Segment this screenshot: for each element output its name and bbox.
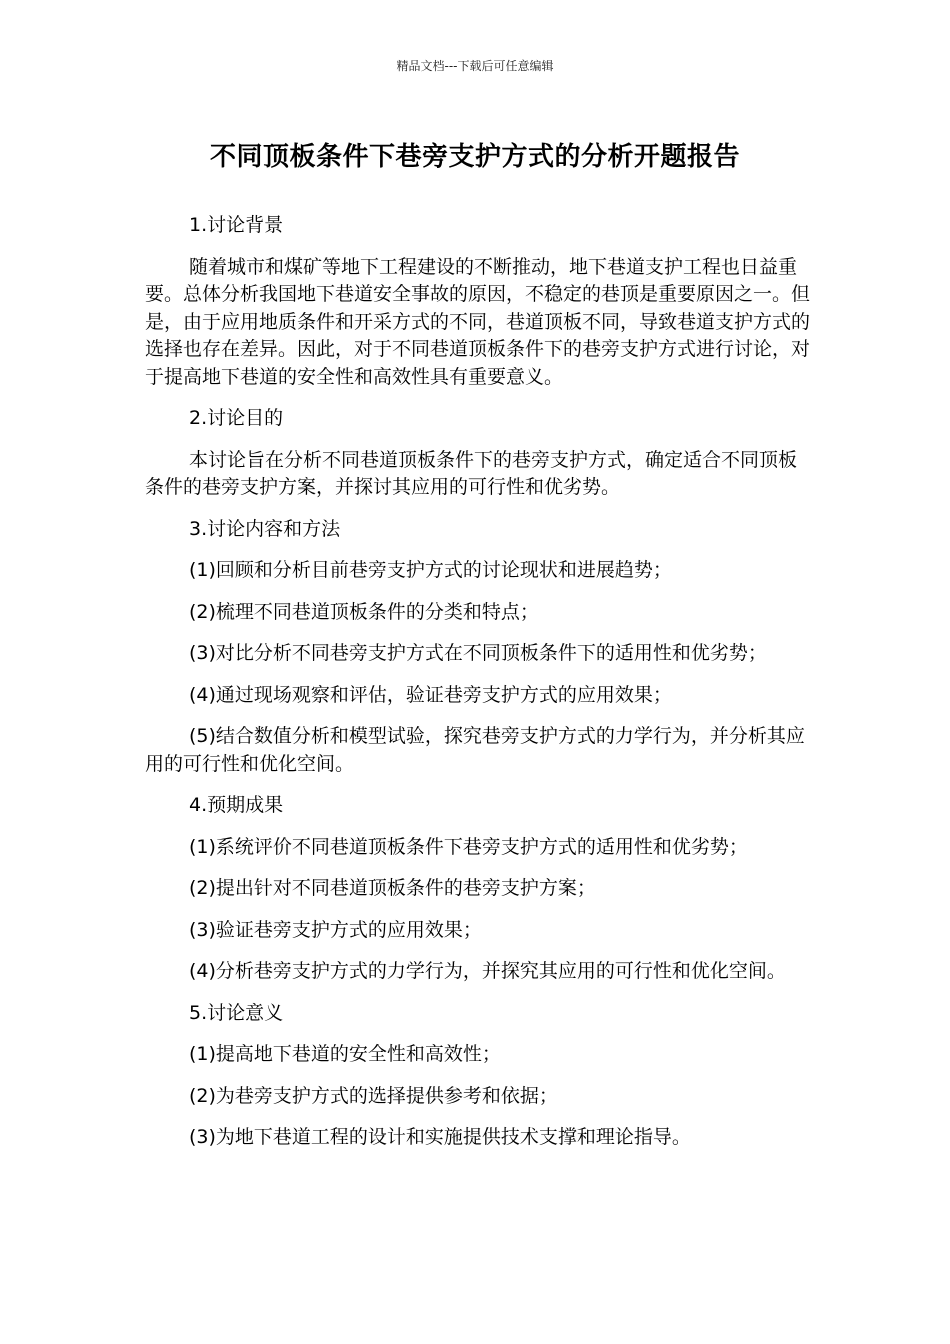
section-heading-expected-results: 4.预期成果 [189,794,284,816]
header-note: 精品文档---下载后可任意编辑 [396,59,554,73]
list-item: (2)提出针对不同巷道顶板条件的巷旁支护方案； [189,877,596,899]
list-item: (3)对比分析不同巷旁支护方式在不同顶板条件下的适用性和优劣势； [189,642,767,664]
paragraph-background: 随着城市和煤矿等地下工程建设的不断推动，地下巷道支护工程也日益重要。总体分析我国地下巷道安全事故的原因，不稳定的巷顶是重要原因之一。但是，由于应用地质条件和开采方式的不同，巷道顶板不同，导致巷道支护方式的选择也存在差异。因此，对于不同巷道顶板条件下的巷旁支护方式进行讨论，对于提高地下巷道的安全性和高效性具有重要意义。 [145,255,811,388]
list-item: (4)通过现场观察和评估，验证巷旁支护方式的应用效果； [189,683,672,706]
list-item: (4)分析巷旁支护方式的力学行为，并探究其应用的可行性和优化空间。 [189,960,786,982]
list-item: (1)系统评价不同巷道顶板条件下巷旁支护方式的适用性和优劣势； [189,835,748,858]
section-heading-significance: 5.讨论意义 [189,1001,284,1024]
list-item: (1)提高地下巷道的安全性和高效性； [189,1043,501,1065]
list-item: (5)结合数值分析和模型试验，探究巷旁支护方式的力学行为，并分析其应用的可行性和优化空间。 [145,725,805,775]
section-heading-content-method: 3.讨论内容和方法 [189,517,341,540]
document-body [145,212,810,1166]
list-item: (3)验证巷旁支护方式的应用效果； [189,918,482,941]
section-heading-background: 1.讨论背景 [189,214,284,236]
list-item: (2)梳理不同巷道顶板条件的分类和特点； [189,600,539,623]
paragraph-purpose: 本讨论旨在分析不同巷道顶板条件下的巷旁支护方式，确定适合不同顶板条件的巷旁支护方案，并探讨其应用的可行性和优劣势。 [145,448,798,498]
section-heading-purpose: 2.讨论目的 [189,407,284,429]
list-item: (3)为地下巷道工程的设计和实施提供技术支撑和理论指导。 [189,1126,691,1148]
page-title: 不同顶板条件下巷旁支护方式的分析开题报告 [209,142,740,172]
list-item: (1)回顾和分析目前巷旁支护方式的讨论现状和进展趋势； [189,559,672,581]
list-item: (2)为巷旁支护方式的选择提供参考和依据； [189,1084,558,1107]
